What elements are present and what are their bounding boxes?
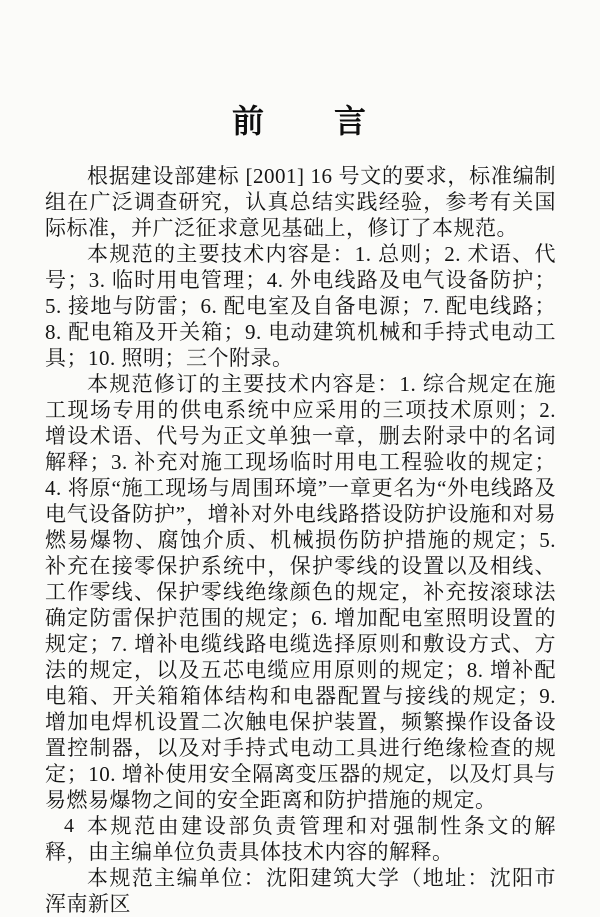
paragraph-chief-editor-unit: 本规范主编单位：沈阳建筑大学（地址：沈阳市浑南新区 [45, 866, 556, 916]
paragraph-basis: 根据建设部建标 [2001] 16 号文的要求，标准编制组在广泛调查研究，认真总结实践经验，参考有关国际标准，并广泛征求意见基础上，修订了本规范。 [45, 164, 556, 240]
paragraph-revision-contents: 本规范修订的主要技术内容是：1. 综合规定在施工现场专用的供电系统中应采用的三项技术原则；2. 增设术语、代号为正文单独一章，删去附录中的名词解释；3. 补充对施工现场临时用电工程验收的规定；4. 将原“施工现场与周围环境”一章更名为“外电线路及电气设备防护”，增补对外电线路搭设防护设施和对易燃易爆物、腐蚀介质、机械损伤防护措施的规定；5. 补充在接零保护系统中，保护零线的设置以及相线、工作零线、保护零线绝缘颜色的规定，补充按滚球法确定防雷保护范围的规定；6. 增加配电室照明设置的规定；7. 增补电缆线路电缆选择原则和敷设方式、方法的规定，以及五芯电缆应用原则的规定；8. 增补配电箱、开关箱箱体结构和电器配置与接线的规定；9. 增加电焊机设置二次触电保护装置，频繁操作设备设置控制器，以及对手持式电动工具进行绝缘检查的规定；10. 增补使用安全隔离变压器的规定，以及灯具与易燃易爆物之间的安全距离和防护措施的规定。 [45, 372, 556, 812]
page-number: 4 [64, 815, 74, 837]
body-text [45, 163, 556, 917]
paragraph-interpretation: 本规范由建设部负责管理和对强制性条文的解释，由主编单位负责具体技术内容的解释。 [45, 814, 556, 864]
page-title: 前 言 [231, 103, 368, 139]
paragraph-main-contents: 本规范的主要技术内容是：1. 总则；2. 术语、代号；3. 临时用电管理；4. 外电线路及电气设备防护；5. 接地与防雷；6. 配电室及自备电源；7. 配电线路；8. 配电箱及开关箱；9. 电动建筑机械和手持式电动工具；10. 照明；三个附录。 [45, 242, 556, 370]
